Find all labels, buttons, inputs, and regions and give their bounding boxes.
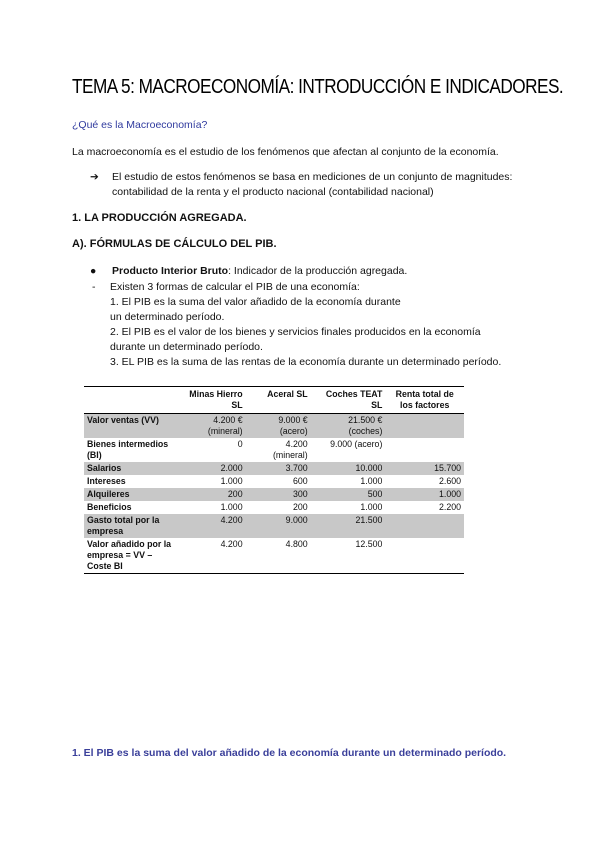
table-cell: 2.000 xyxy=(177,462,246,475)
method-line: 2. El PIB es el valor de los bienes y servicios finales producidos en la economía xyxy=(110,326,481,338)
table-cell: 12.500 xyxy=(311,538,386,574)
table-row xyxy=(84,488,464,501)
table-row xyxy=(84,501,464,514)
bullet-pib-definition: : Indicador de la producción agregada. xyxy=(228,265,408,277)
row-label: Salarios xyxy=(84,462,177,475)
table-row xyxy=(84,475,464,488)
arrow-point-text: El estudio de estos fenómenos se basa en mediciones de un conjunto de magnitudes: contabilidad de la renta y el producto nacional (contabilidad nacional) xyxy=(112,171,513,198)
row-label: Gasto total por la empresa xyxy=(84,514,177,538)
table-cell: 2.200 xyxy=(438,502,461,512)
table-cell: 21.500 € (coches) xyxy=(311,414,386,439)
bullet-dot-icon: ● xyxy=(90,265,97,277)
table-cell xyxy=(385,438,464,462)
table-header-cell: Aceral SL xyxy=(246,387,311,414)
table-cell: 3.700 xyxy=(246,462,311,475)
footer-heading: 1. El PIB es la suma del valor añadido de la economía durante un determinado período. xyxy=(72,747,507,759)
table-cell: 1.000 xyxy=(220,476,243,486)
table-cell: 300 xyxy=(246,488,311,501)
table-cell: 9.000 xyxy=(246,514,311,538)
table-header-cell xyxy=(84,387,177,414)
table-cell: 9.000 € (acero) xyxy=(246,414,311,439)
table-header-cell: Coches TEAT SL xyxy=(311,387,386,414)
table-row xyxy=(84,438,464,462)
row-label: Beneficios xyxy=(87,502,132,512)
pib-table xyxy=(84,386,464,574)
table-cell xyxy=(385,414,464,439)
row-label: Alquileres xyxy=(84,488,177,501)
row-label: Bienes intermedios (BI) xyxy=(87,439,169,460)
table-cell: 1.000 xyxy=(360,476,383,486)
table-cell: 4.200 (mineral) xyxy=(272,439,308,460)
table-cell: 21.500 xyxy=(311,514,386,538)
section-heading-production: 1. LA PRODUCCIÓN AGREGADA. xyxy=(72,212,247,224)
table-cell: 10.000 xyxy=(311,462,386,475)
table-cell xyxy=(385,514,464,538)
method-line: 3. EL PIB es la suma de las rentas de la economía durante un determinado período. xyxy=(110,356,502,368)
table-cell: 200 xyxy=(177,488,246,501)
table-cell: 1.000 xyxy=(385,488,464,501)
table-cell: 200 xyxy=(293,502,308,512)
method-line: un determinado período. xyxy=(110,311,225,323)
section-heading-formulas: A). FÓRMULAS DE CÁLCULO DEL PIB. xyxy=(72,238,277,250)
table-cell xyxy=(385,538,464,574)
table-cell: 0 xyxy=(237,439,243,449)
table-cell: 4.200 xyxy=(177,538,246,574)
table-cell: 1.000 xyxy=(360,502,383,512)
method-line: 1. El PIB es la suma del valor añadido de la economía durante xyxy=(110,296,401,308)
table-header-row xyxy=(84,387,464,414)
table-row xyxy=(84,462,464,475)
table-row xyxy=(84,514,464,538)
page-title: TEMA 5: MACROECONOMÍA: INTRODUCCIÓN E INDICADORES. xyxy=(72,76,564,98)
definition-paragraph: La macroeconomía es el estudio de los fenómenos que afectan al conjunto de la economía. xyxy=(72,146,499,158)
table-cell: 9.000 (acero) xyxy=(330,439,383,449)
arrow-right-icon: ➔ xyxy=(90,171,99,183)
question-heading: ¿Qué es la Macroeconomía? xyxy=(72,119,208,131)
table-cell: 15.700 xyxy=(385,462,464,475)
table-header-cell: Renta total de los factores xyxy=(385,387,464,414)
method-line: durante un determinado período. xyxy=(110,341,263,353)
row-label: Valor ventas (VV) xyxy=(84,414,177,439)
table-row xyxy=(84,538,464,574)
table-cell: 1.000 xyxy=(220,502,243,512)
table-cell: 4.200 xyxy=(177,514,246,538)
row-label: Valor añadido por la empresa = VV – Coste BI xyxy=(84,538,177,574)
table-cell: 4.800 xyxy=(246,538,311,574)
bullet-dash-icon: - xyxy=(92,281,96,293)
method-line: Existen 3 formas de calcular el PIB de una economía: xyxy=(110,281,360,293)
table-cell: 500 xyxy=(311,488,386,501)
row-label: Intereses xyxy=(87,476,126,486)
table-cell: 2.600 xyxy=(438,476,461,486)
table-cell: 4.200 € (mineral) xyxy=(177,414,246,439)
table-row xyxy=(84,414,464,439)
table-cell: 600 xyxy=(293,476,308,486)
table-header-cell: Minas Hierro SL xyxy=(177,387,246,414)
bullet-pib-term: Producto Interior Bruto xyxy=(112,265,229,277)
